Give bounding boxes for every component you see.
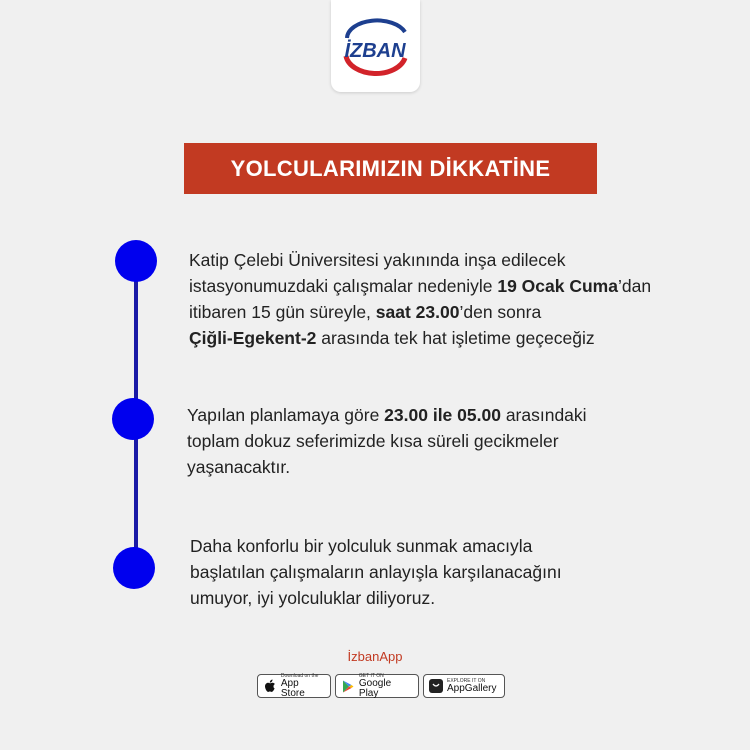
izban-logo — [331, 0, 420, 92]
p1-line-2: istasyonumuzdaki çalışmalar nedeniyle 19 Ocak Cuma’dan — [189, 276, 652, 296]
p3-line-2: başlatılan çalışmaların anlayışla karşılanacağını — [190, 562, 562, 582]
play-icon — [341, 679, 355, 693]
googleplay-big-text: Google Play — [358, 677, 392, 699]
app-gallery-badge[interactable] — [423, 674, 505, 698]
app-name-label: İzbanApp — [347, 649, 403, 664]
googleplay-small-text: GET IT ON — [358, 672, 384, 679]
apple-icon — [263, 679, 277, 693]
p2-line-3: yaşanacaktır. — [187, 457, 291, 477]
p1-line-1: Katip Çelebi Üniversitesi yakınında inşa edilecek — [189, 250, 566, 270]
paragraph-2 — [187, 402, 587, 480]
timeline-dot-2 — [112, 398, 154, 440]
p2-line-2: toplam dokuz seferimizde kısa süreli gecikmeler — [187, 431, 559, 451]
logo-wordmark: İZBAN — [344, 40, 406, 62]
appstore-small-text: Download on the — [280, 672, 319, 679]
p2-line-1: Yapılan planlamaya göre 23.00 ile 05.00 arasındaki — [187, 405, 587, 425]
banner-title: YOLCULARIMIZIN DİKKATİNE — [230, 155, 551, 181]
app-store-badge[interactable] — [257, 674, 331, 698]
p1-line-4: Çiğli-Egekent-2 arasında tek hat işletime geçeceğiz — [189, 328, 595, 348]
timeline-dot-1 — [115, 240, 157, 282]
appstore-big-text: App Store — [280, 677, 305, 699]
google-play-badge[interactable] — [335, 674, 419, 698]
p1-line-3: itibaren 15 gün süreyle, saat 23.00’den sonra — [189, 302, 542, 322]
p3-line-1: Daha konforlu bir yolculuk sunmak amacıyla — [190, 536, 533, 556]
paragraph-1 — [189, 247, 651, 351]
appgallery-big-text: AppGallery — [447, 682, 497, 694]
izban-logo-mark — [331, 0, 420, 92]
timeline-dot-3 — [113, 547, 155, 589]
appgallery-small-text: EXPLORE IT ON — [447, 677, 486, 684]
appgallery-icon — [429, 679, 443, 693]
announcement-banner — [184, 143, 597, 194]
paragraph-3 — [190, 533, 562, 611]
p3-line-3: umuyor, iyi yolculuklar diliyoruz. — [190, 588, 436, 608]
